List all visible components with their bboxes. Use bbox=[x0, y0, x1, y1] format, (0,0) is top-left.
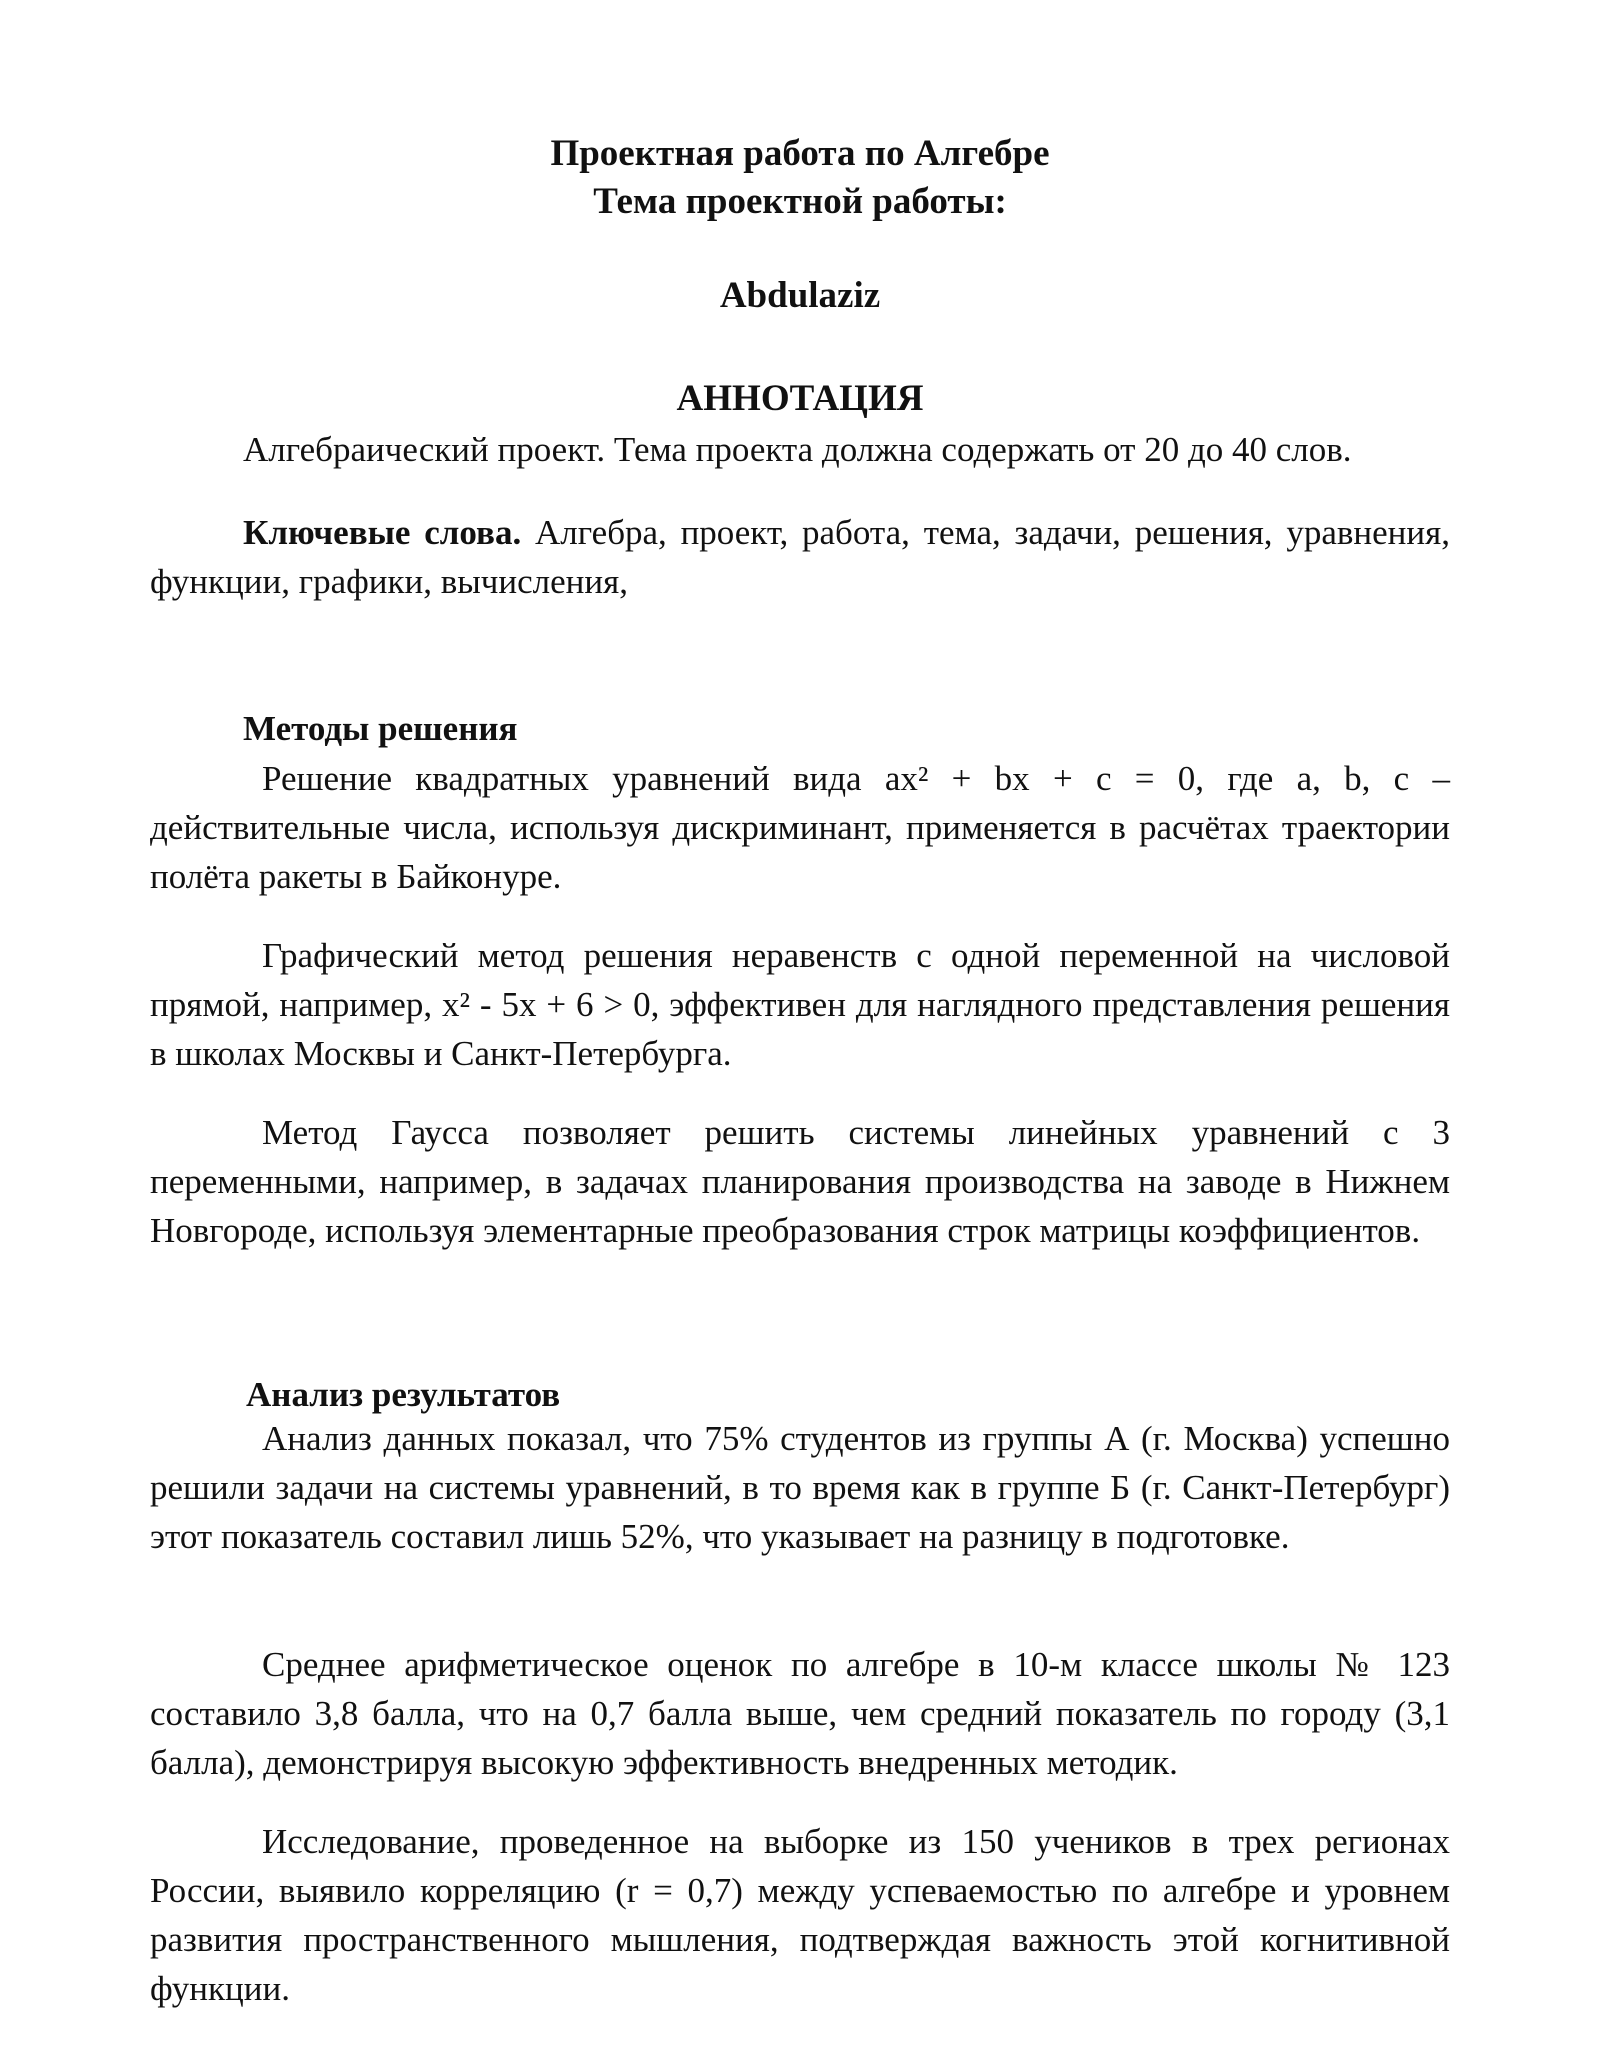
methods-paragraph-2: Графический метод решения неравенств с одной переменной на числовой прямой, например, x² - 5x + 6 > 0, эффективен для наглядного представления решения в школах Москвы и Санкт-Петербурга. bbox=[150, 936, 1450, 1073]
document-title bbox=[150, 130, 1450, 226]
keywords-label: Ключевые слова. bbox=[243, 513, 522, 552]
methods-paragraph-3: Метод Гаусса позволяет решить системы линейных уравнений с 3 переменными, например, в задачах планирования производства на заводе в Нижнем Новгороде, используя элементарные преобразования строк матрицы коэффициентов. bbox=[150, 1113, 1450, 1250]
annotation-text: Алгебраический проект. Тема проекта должна содержать от 20 до 40 слов. bbox=[243, 430, 1352, 469]
results-paragraph-3: Исследование, проведенное на выборке из 150 учеников в трех регионах России, выявило корреляцию (r = 0,7) между успеваемостью по алгебре и уровнем развития пространственного мышления, подтверждая важность этой когнитивной функции. bbox=[150, 1822, 1450, 2008]
annotation-heading: АННОТАЦИЯ bbox=[676, 378, 924, 419]
keywords-text: Алгебра, проект, работа, тема, задачи, решения, уравнения, функции, графики, вычисления, bbox=[150, 513, 1450, 601]
results-heading: Анализ результатов bbox=[246, 1375, 561, 1414]
author-name: Abdulaziz bbox=[719, 275, 881, 316]
results-paragraph-2: Среднее арифметическое оценок по алгебре в 10-м классе школы № 123 составило 3,8 балла, что на 0,7 балла выше, чем средний показатель по городу (3,1 балла), демонстрируя высокую эффективность внедренных методик. bbox=[150, 1645, 1450, 1782]
methods-paragraph-1: Решение квадратных уравнений вида ax² + bx + c = 0, где a, b, c – действительные числа, используя дискриминант, применяется в расчётах траектории полёта ракеты в Байконуре. bbox=[150, 759, 1450, 896]
results-paragraph-1: Анализ данных показал, что 75% студентов из группы А (г. Москва) успешно решили задачи на системы уравнений, в то время как в группе Б (г. Санкт-Петербург) этот показатель составил лишь 52%, что указывает на разницу в подготовке. bbox=[150, 1419, 1450, 1556]
title-line-1: Проектная работа по Алгебре bbox=[550, 133, 1050, 174]
keywords-paragraph bbox=[150, 508, 1450, 606]
methods-heading: Методы решения bbox=[243, 709, 518, 748]
document-page bbox=[150, 0, 1450, 2070]
title-line-2: Тема проектной работы: bbox=[593, 181, 1007, 222]
